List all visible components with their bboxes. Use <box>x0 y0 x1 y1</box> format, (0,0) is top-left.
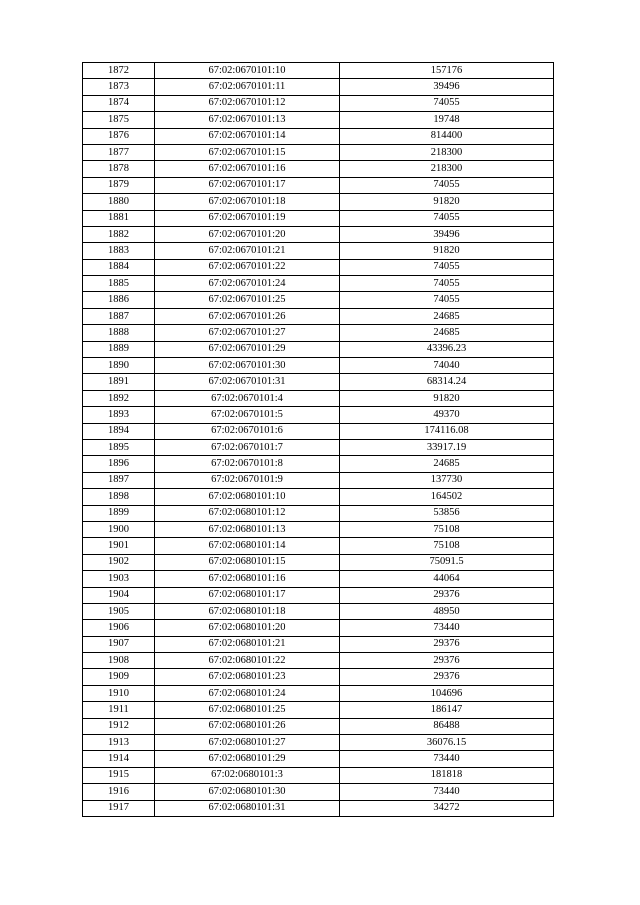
cadastral-number-cell: 67:02:0670101:11 <box>155 79 340 95</box>
value-cell: 49370 <box>340 407 554 423</box>
table-row <box>83 128 554 144</box>
cadastral-number-cell: 67:02:0670101:14 <box>155 128 340 144</box>
row-number-cell: 1916 <box>83 784 155 800</box>
cadastral-number-cell: 67:02:0670101:24 <box>155 276 340 292</box>
table-row <box>83 243 554 259</box>
table-row <box>83 79 554 95</box>
value-cell: 74040 <box>340 358 554 374</box>
table-body <box>83 63 554 817</box>
cadastral-number-cell: 67:02:0670101:15 <box>155 144 340 160</box>
row-number-cell: 1876 <box>83 128 155 144</box>
cadastral-number-cell: 67:02:0680101:26 <box>155 718 340 734</box>
value-cell: 74055 <box>340 292 554 308</box>
row-number-cell: 1902 <box>83 554 155 570</box>
cadastral-number-cell: 67:02:0680101:21 <box>155 636 340 652</box>
table-row <box>83 144 554 160</box>
table-row <box>83 63 554 79</box>
cadastral-number-cell: 67:02:0670101:21 <box>155 243 340 259</box>
row-number-cell: 1892 <box>83 390 155 406</box>
table-row <box>83 538 554 554</box>
row-number-cell: 1895 <box>83 439 155 455</box>
row-number-cell: 1894 <box>83 423 155 439</box>
table-row <box>83 308 554 324</box>
cadastral-number-cell: 67:02:0670101:10 <box>155 63 340 79</box>
table-row <box>83 587 554 603</box>
row-number-cell: 1887 <box>83 308 155 324</box>
row-number-cell: 1903 <box>83 571 155 587</box>
table-row <box>83 161 554 177</box>
cadastral-number-cell: 67:02:0680101:16 <box>155 571 340 587</box>
value-cell: 75108 <box>340 521 554 537</box>
value-cell: 43396.23 <box>340 341 554 357</box>
cadastral-number-cell: 67:02:0670101:20 <box>155 226 340 242</box>
value-cell: 218300 <box>340 161 554 177</box>
cadastral-number-cell: 67:02:0670101:25 <box>155 292 340 308</box>
row-number-cell: 1905 <box>83 603 155 619</box>
cadastral-number-cell: 67:02:0670101:17 <box>155 177 340 193</box>
table-row <box>83 620 554 636</box>
row-number-cell: 1873 <box>83 79 155 95</box>
row-number-cell: 1897 <box>83 472 155 488</box>
value-cell: 174116.08 <box>340 423 554 439</box>
cadastral-number-cell: 67:02:0670101:19 <box>155 210 340 226</box>
cadastral-number-cell: 67:02:0680101:15 <box>155 554 340 570</box>
cadastral-number-cell: 67:02:0670101:27 <box>155 325 340 341</box>
table-row <box>83 259 554 275</box>
row-number-cell: 1907 <box>83 636 155 652</box>
table-row <box>83 571 554 587</box>
cadastral-number-cell: 67:02:0670101:12 <box>155 95 340 111</box>
row-number-cell: 1878 <box>83 161 155 177</box>
table-row <box>83 276 554 292</box>
cadastral-number-cell: 67:02:0680101:20 <box>155 620 340 636</box>
table-row <box>83 505 554 521</box>
value-cell: 186147 <box>340 702 554 718</box>
cadastral-number-cell: 67:02:0670101:29 <box>155 341 340 357</box>
row-number-cell: 1875 <box>83 112 155 128</box>
row-number-cell: 1899 <box>83 505 155 521</box>
row-number-cell: 1891 <box>83 374 155 390</box>
value-cell: 39496 <box>340 226 554 242</box>
table-row <box>83 472 554 488</box>
value-cell: 74055 <box>340 210 554 226</box>
cadastral-number-cell: 67:02:0670101:7 <box>155 439 340 455</box>
value-cell: 73440 <box>340 620 554 636</box>
value-cell: 29376 <box>340 587 554 603</box>
value-cell: 68314.24 <box>340 374 554 390</box>
value-cell: 44064 <box>340 571 554 587</box>
table-row <box>83 685 554 701</box>
cadastral-number-cell: 67:02:0680101:23 <box>155 669 340 685</box>
value-cell: 29376 <box>340 653 554 669</box>
table-row <box>83 374 554 390</box>
value-cell: 73440 <box>340 751 554 767</box>
value-cell: 29376 <box>340 636 554 652</box>
row-number-cell: 1879 <box>83 177 155 193</box>
value-cell: 91820 <box>340 390 554 406</box>
cadastral-number-cell: 67:02:0680101:13 <box>155 521 340 537</box>
table-row <box>83 489 554 505</box>
cadastral-number-cell: 67:02:0680101:29 <box>155 751 340 767</box>
cadastral-number-cell: 67:02:0680101:17 <box>155 587 340 603</box>
row-number-cell: 1882 <box>83 226 155 242</box>
cadastral-number-cell: 67:02:0680101:27 <box>155 735 340 751</box>
row-number-cell: 1910 <box>83 685 155 701</box>
value-cell: 48950 <box>340 603 554 619</box>
table-row <box>83 653 554 669</box>
row-number-cell: 1881 <box>83 210 155 226</box>
value-cell: 74055 <box>340 95 554 111</box>
row-number-cell: 1872 <box>83 63 155 79</box>
row-number-cell: 1893 <box>83 407 155 423</box>
cadastral-number-cell: 67:02:0680101:3 <box>155 767 340 783</box>
cadastral-number-cell: 67:02:0680101:25 <box>155 702 340 718</box>
row-number-cell: 1911 <box>83 702 155 718</box>
row-number-cell: 1888 <box>83 325 155 341</box>
value-cell: 36076.15 <box>340 735 554 751</box>
table-row <box>83 800 554 816</box>
cadastral-number-cell: 67:02:0670101:13 <box>155 112 340 128</box>
table-row <box>83 784 554 800</box>
table-row <box>83 95 554 111</box>
value-cell: 157176 <box>340 63 554 79</box>
table-row <box>83 210 554 226</box>
table-row <box>83 521 554 537</box>
table-row <box>83 177 554 193</box>
cadastral-number-cell: 67:02:0680101:12 <box>155 505 340 521</box>
value-cell: 74055 <box>340 276 554 292</box>
table-row <box>83 603 554 619</box>
row-number-cell: 1904 <box>83 587 155 603</box>
table-row <box>83 751 554 767</box>
row-number-cell: 1912 <box>83 718 155 734</box>
cadastral-number-cell: 67:02:0670101:9 <box>155 472 340 488</box>
row-number-cell: 1908 <box>83 653 155 669</box>
cadastral-number-cell: 67:02:0680101:31 <box>155 800 340 816</box>
value-cell: 73440 <box>340 784 554 800</box>
table-row <box>83 358 554 374</box>
value-cell: 39496 <box>340 79 554 95</box>
value-cell: 24685 <box>340 325 554 341</box>
table-row <box>83 735 554 751</box>
row-number-cell: 1877 <box>83 144 155 160</box>
cadastral-number-cell: 67:02:0670101:4 <box>155 390 340 406</box>
cadastral-number-cell: 67:02:0680101:30 <box>155 784 340 800</box>
table-row <box>83 194 554 210</box>
value-cell: 86488 <box>340 718 554 734</box>
cadastral-number-cell: 67:02:0670101:26 <box>155 308 340 324</box>
cadastral-number-cell: 67:02:0680101:22 <box>155 653 340 669</box>
value-cell: 33917.19 <box>340 439 554 455</box>
value-cell: 75091.5 <box>340 554 554 570</box>
table-row <box>83 390 554 406</box>
row-number-cell: 1917 <box>83 800 155 816</box>
value-cell: 218300 <box>340 144 554 160</box>
row-number-cell: 1890 <box>83 358 155 374</box>
cadastral-number-cell: 67:02:0670101:6 <box>155 423 340 439</box>
value-cell: 74055 <box>340 177 554 193</box>
table-row <box>83 423 554 439</box>
cadastral-number-cell: 67:02:0680101:24 <box>155 685 340 701</box>
cadastral-number-cell: 67:02:0670101:18 <box>155 194 340 210</box>
value-cell: 53856 <box>340 505 554 521</box>
row-number-cell: 1914 <box>83 751 155 767</box>
table-row <box>83 341 554 357</box>
cadastral-number-cell: 67:02:0670101:5 <box>155 407 340 423</box>
value-cell: 91820 <box>340 243 554 259</box>
value-cell: 24685 <box>340 456 554 472</box>
cadastral-number-cell: 67:02:0670101:30 <box>155 358 340 374</box>
value-cell: 181818 <box>340 767 554 783</box>
value-cell: 24685 <box>340 308 554 324</box>
row-number-cell: 1884 <box>83 259 155 275</box>
cadastral-number-cell: 67:02:0680101:14 <box>155 538 340 554</box>
table-row <box>83 226 554 242</box>
table-row <box>83 292 554 308</box>
value-cell: 75108 <box>340 538 554 554</box>
table-row <box>83 669 554 685</box>
value-cell: 814400 <box>340 128 554 144</box>
row-number-cell: 1886 <box>83 292 155 308</box>
table-row <box>83 407 554 423</box>
row-number-cell: 1880 <box>83 194 155 210</box>
row-number-cell: 1883 <box>83 243 155 259</box>
row-number-cell: 1896 <box>83 456 155 472</box>
table-row <box>83 439 554 455</box>
cadastral-value-table <box>82 62 554 817</box>
row-number-cell: 1909 <box>83 669 155 685</box>
value-cell: 19748 <box>340 112 554 128</box>
cadastral-number-cell: 67:02:0670101:16 <box>155 161 340 177</box>
row-number-cell: 1889 <box>83 341 155 357</box>
table-row <box>83 767 554 783</box>
row-number-cell: 1913 <box>83 735 155 751</box>
table-row <box>83 702 554 718</box>
cadastral-number-cell: 67:02:0670101:31 <box>155 374 340 390</box>
value-cell: 74055 <box>340 259 554 275</box>
row-number-cell: 1885 <box>83 276 155 292</box>
row-number-cell: 1901 <box>83 538 155 554</box>
cadastral-number-cell: 67:02:0680101:18 <box>155 603 340 619</box>
value-cell: 164502 <box>340 489 554 505</box>
value-cell: 104696 <box>340 685 554 701</box>
table-row <box>83 112 554 128</box>
value-cell: 29376 <box>340 669 554 685</box>
row-number-cell: 1906 <box>83 620 155 636</box>
cadastral-number-cell: 67:02:0670101:8 <box>155 456 340 472</box>
value-cell: 137730 <box>340 472 554 488</box>
value-cell: 91820 <box>340 194 554 210</box>
row-number-cell: 1874 <box>83 95 155 111</box>
row-number-cell: 1898 <box>83 489 155 505</box>
table-row <box>83 325 554 341</box>
row-number-cell: 1915 <box>83 767 155 783</box>
table-row <box>83 636 554 652</box>
table-row <box>83 554 554 570</box>
value-cell: 34272 <box>340 800 554 816</box>
cadastral-number-cell: 67:02:0670101:22 <box>155 259 340 275</box>
row-number-cell: 1900 <box>83 521 155 537</box>
cadastral-number-cell: 67:02:0680101:10 <box>155 489 340 505</box>
table-row <box>83 456 554 472</box>
table-row <box>83 718 554 734</box>
